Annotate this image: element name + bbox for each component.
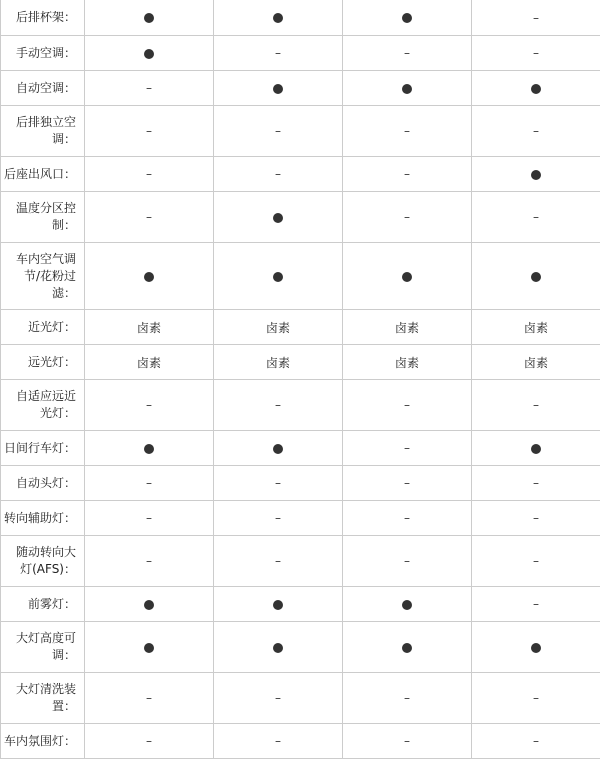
not-available-dash: – [275, 476, 281, 490]
value-cell [472, 106, 600, 157]
value-cell [214, 0, 343, 36]
value-cell [343, 243, 472, 310]
value-cell [85, 622, 214, 673]
row-label-text: 温度分区控制： [15, 201, 76, 232]
standard-dot-icon [273, 213, 283, 223]
not-available-dash: – [275, 511, 281, 525]
not-available-dash: – [533, 597, 539, 611]
row-label-text: 大灯高度可调： [15, 631, 76, 662]
value-cell [85, 673, 214, 724]
not-available-dash: – [146, 691, 152, 705]
not-available-dash: – [275, 554, 281, 568]
value-cell [343, 622, 472, 673]
value-cell [343, 71, 472, 106]
value-cell [472, 157, 600, 192]
value-cell [472, 431, 600, 466]
not-available-dash: – [404, 691, 410, 705]
not-available-dash: – [533, 398, 539, 412]
not-available-dash: – [533, 734, 539, 748]
standard-dot-icon [273, 84, 283, 94]
value-cell [85, 501, 214, 536]
value-cell [214, 673, 343, 724]
table-row [1, 0, 600, 36]
standard-dot-icon [273, 643, 283, 653]
table-row [1, 380, 600, 431]
value-cell [214, 431, 343, 466]
value-cell [343, 587, 472, 622]
standard-dot-icon [531, 444, 541, 454]
value-cell [214, 345, 343, 380]
standard-dot-icon [144, 13, 154, 23]
not-available-dash: – [533, 124, 539, 138]
not-available-dash: – [404, 734, 410, 748]
row-label [1, 192, 85, 243]
not-available-dash: – [533, 10, 539, 25]
row-label-text: 自适应远近光灯： [15, 389, 76, 420]
standard-dot-icon [144, 643, 154, 653]
not-available-dash: – [533, 691, 539, 705]
value-cell [85, 192, 214, 243]
value-cell [85, 536, 214, 587]
row-label-text: 日间行车灯： [3, 440, 76, 455]
value-cell [343, 380, 472, 431]
value-cell [343, 466, 472, 501]
standard-dot-icon [144, 600, 154, 610]
table-row [1, 536, 600, 587]
value-cell [214, 501, 343, 536]
row-label [1, 310, 85, 345]
row-label [1, 157, 85, 192]
row-label-text: 近光灯： [27, 319, 76, 334]
row-label-text: 后排杯架： [15, 10, 76, 24]
value-cell [343, 673, 472, 724]
not-available-dash: – [533, 46, 539, 60]
standard-dot-icon [273, 444, 283, 454]
value-cell [85, 106, 214, 157]
not-available-dash: – [404, 511, 410, 525]
row-label [1, 380, 85, 431]
value-cell [343, 310, 472, 345]
not-available-dash: – [146, 124, 152, 138]
row-label-text: 后座出风口： [3, 166, 76, 181]
standard-dot-icon [402, 84, 412, 94]
value-cell [472, 0, 600, 36]
not-available-dash: – [146, 210, 152, 224]
not-available-dash: – [146, 511, 152, 525]
value-cell [85, 36, 214, 71]
table-row [1, 243, 600, 310]
value-cell [214, 106, 343, 157]
value-cell [343, 724, 472, 759]
standard-dot-icon [531, 643, 541, 653]
not-available-dash: – [275, 691, 281, 705]
value-cell [472, 345, 600, 380]
value-text: 卤素 [523, 355, 548, 370]
value-cell [472, 310, 600, 345]
row-label-text: 车内空气调节/花粉过滤： [15, 251, 76, 300]
value-cell [343, 192, 472, 243]
row-label [1, 71, 85, 106]
standard-dot-icon [402, 600, 412, 610]
row-label-text: 大灯清洗装置： [15, 682, 76, 713]
value-cell [85, 71, 214, 106]
not-available-dash: – [146, 554, 152, 568]
value-cell [214, 243, 343, 310]
value-cell [472, 71, 600, 106]
not-available-dash: – [404, 441, 410, 455]
row-label [1, 0, 85, 36]
table-row [1, 724, 600, 759]
not-available-dash: – [275, 46, 281, 60]
not-available-dash: – [404, 476, 410, 490]
value-cell [214, 36, 343, 71]
value-cell [343, 345, 472, 380]
value-text: 卤素 [136, 355, 161, 370]
value-cell [85, 724, 214, 759]
value-text: 卤素 [136, 320, 161, 335]
row-label-text: 远光灯： [27, 354, 76, 369]
value-cell [472, 501, 600, 536]
row-label [1, 587, 85, 622]
value-cell [343, 536, 472, 587]
value-text: 卤素 [394, 355, 419, 370]
standard-dot-icon [273, 13, 283, 23]
row-label [1, 501, 85, 536]
value-cell [214, 157, 343, 192]
not-available-dash: – [275, 398, 281, 412]
table-row [1, 345, 600, 380]
not-available-dash: – [404, 167, 410, 181]
not-available-dash: – [533, 511, 539, 525]
not-available-dash: – [404, 554, 410, 568]
not-available-dash: – [533, 476, 539, 490]
row-label-text: 前雾灯： [27, 596, 76, 611]
value-cell [214, 587, 343, 622]
not-available-dash: – [404, 46, 410, 60]
value-cell [85, 157, 214, 192]
value-cell [472, 587, 600, 622]
value-cell [472, 724, 600, 759]
standard-dot-icon [531, 170, 541, 180]
value-text: 卤素 [394, 320, 419, 335]
value-cell [472, 380, 600, 431]
row-label [1, 243, 85, 310]
row-label [1, 466, 85, 501]
table-row [1, 501, 600, 536]
value-cell [85, 310, 214, 345]
value-cell [343, 431, 472, 466]
value-cell [85, 345, 214, 380]
standard-dot-icon [273, 272, 283, 282]
value-cell [472, 466, 600, 501]
row-label-text: 手动空调： [15, 45, 76, 60]
table-row [1, 466, 600, 501]
value-cell [85, 466, 214, 501]
not-available-dash: – [404, 124, 410, 138]
table-row [1, 673, 600, 724]
table-row [1, 36, 600, 71]
table-row [1, 310, 600, 345]
row-label [1, 106, 85, 157]
value-cell [343, 501, 472, 536]
standard-dot-icon [402, 13, 412, 23]
value-cell [85, 431, 214, 466]
row-label [1, 36, 85, 71]
row-label-text: 自动头灯： [15, 475, 76, 490]
row-label-text: 后排独立空调： [15, 115, 76, 146]
value-text: 卤素 [265, 355, 290, 370]
value-cell [472, 536, 600, 587]
row-label [1, 622, 85, 673]
value-cell [343, 106, 472, 157]
standard-dot-icon [144, 49, 154, 59]
standard-dot-icon [402, 643, 412, 653]
table-row [1, 192, 600, 243]
not-available-dash: – [533, 210, 539, 224]
standard-dot-icon [144, 272, 154, 282]
standard-dot-icon [402, 272, 412, 282]
table-row [1, 587, 600, 622]
not-available-dash: – [275, 734, 281, 748]
standard-dot-icon [531, 272, 541, 282]
table-row [1, 106, 600, 157]
value-text: 卤素 [265, 320, 290, 335]
row-label-text: 自动空调： [15, 80, 76, 95]
not-available-dash: – [275, 124, 281, 138]
row-label-text: 转向辅助灯： [3, 510, 76, 525]
value-cell [214, 380, 343, 431]
row-label [1, 673, 85, 724]
value-cell [343, 36, 472, 71]
value-cell [472, 192, 600, 243]
value-cell [85, 243, 214, 310]
value-cell [472, 673, 600, 724]
not-available-dash: – [146, 167, 152, 181]
value-cell [214, 466, 343, 501]
value-cell [343, 0, 472, 36]
row-label [1, 345, 85, 380]
row-label [1, 724, 85, 759]
value-cell [214, 192, 343, 243]
value-cell [214, 310, 343, 345]
not-available-dash: – [146, 398, 152, 412]
row-label-text: 车内氛围灯： [3, 733, 76, 748]
not-available-dash: – [146, 81, 152, 95]
standard-dot-icon [144, 444, 154, 454]
row-label [1, 431, 85, 466]
value-cell [214, 622, 343, 673]
row-label-text: 随动转向大灯(AFS)： [15, 545, 76, 576]
value-cell [472, 622, 600, 673]
not-available-dash: – [146, 476, 152, 490]
spec-table-body [1, 0, 600, 759]
value-cell [85, 0, 214, 36]
not-available-dash: – [404, 210, 410, 224]
row-label [1, 536, 85, 587]
value-cell [472, 243, 600, 310]
not-available-dash: – [533, 554, 539, 568]
value-cell [214, 724, 343, 759]
not-available-dash: – [275, 167, 281, 181]
standard-dot-icon [273, 600, 283, 610]
standard-dot-icon [531, 84, 541, 94]
value-cell [214, 71, 343, 106]
value-cell [85, 380, 214, 431]
value-cell [343, 157, 472, 192]
table-row [1, 622, 600, 673]
value-cell [85, 587, 214, 622]
table-row [1, 157, 600, 192]
not-available-dash: – [146, 734, 152, 748]
table-row [1, 431, 600, 466]
table-row [1, 71, 600, 106]
value-cell [214, 536, 343, 587]
value-text: 卤素 [523, 320, 548, 335]
not-available-dash: – [404, 398, 410, 412]
value-cell [472, 36, 600, 71]
